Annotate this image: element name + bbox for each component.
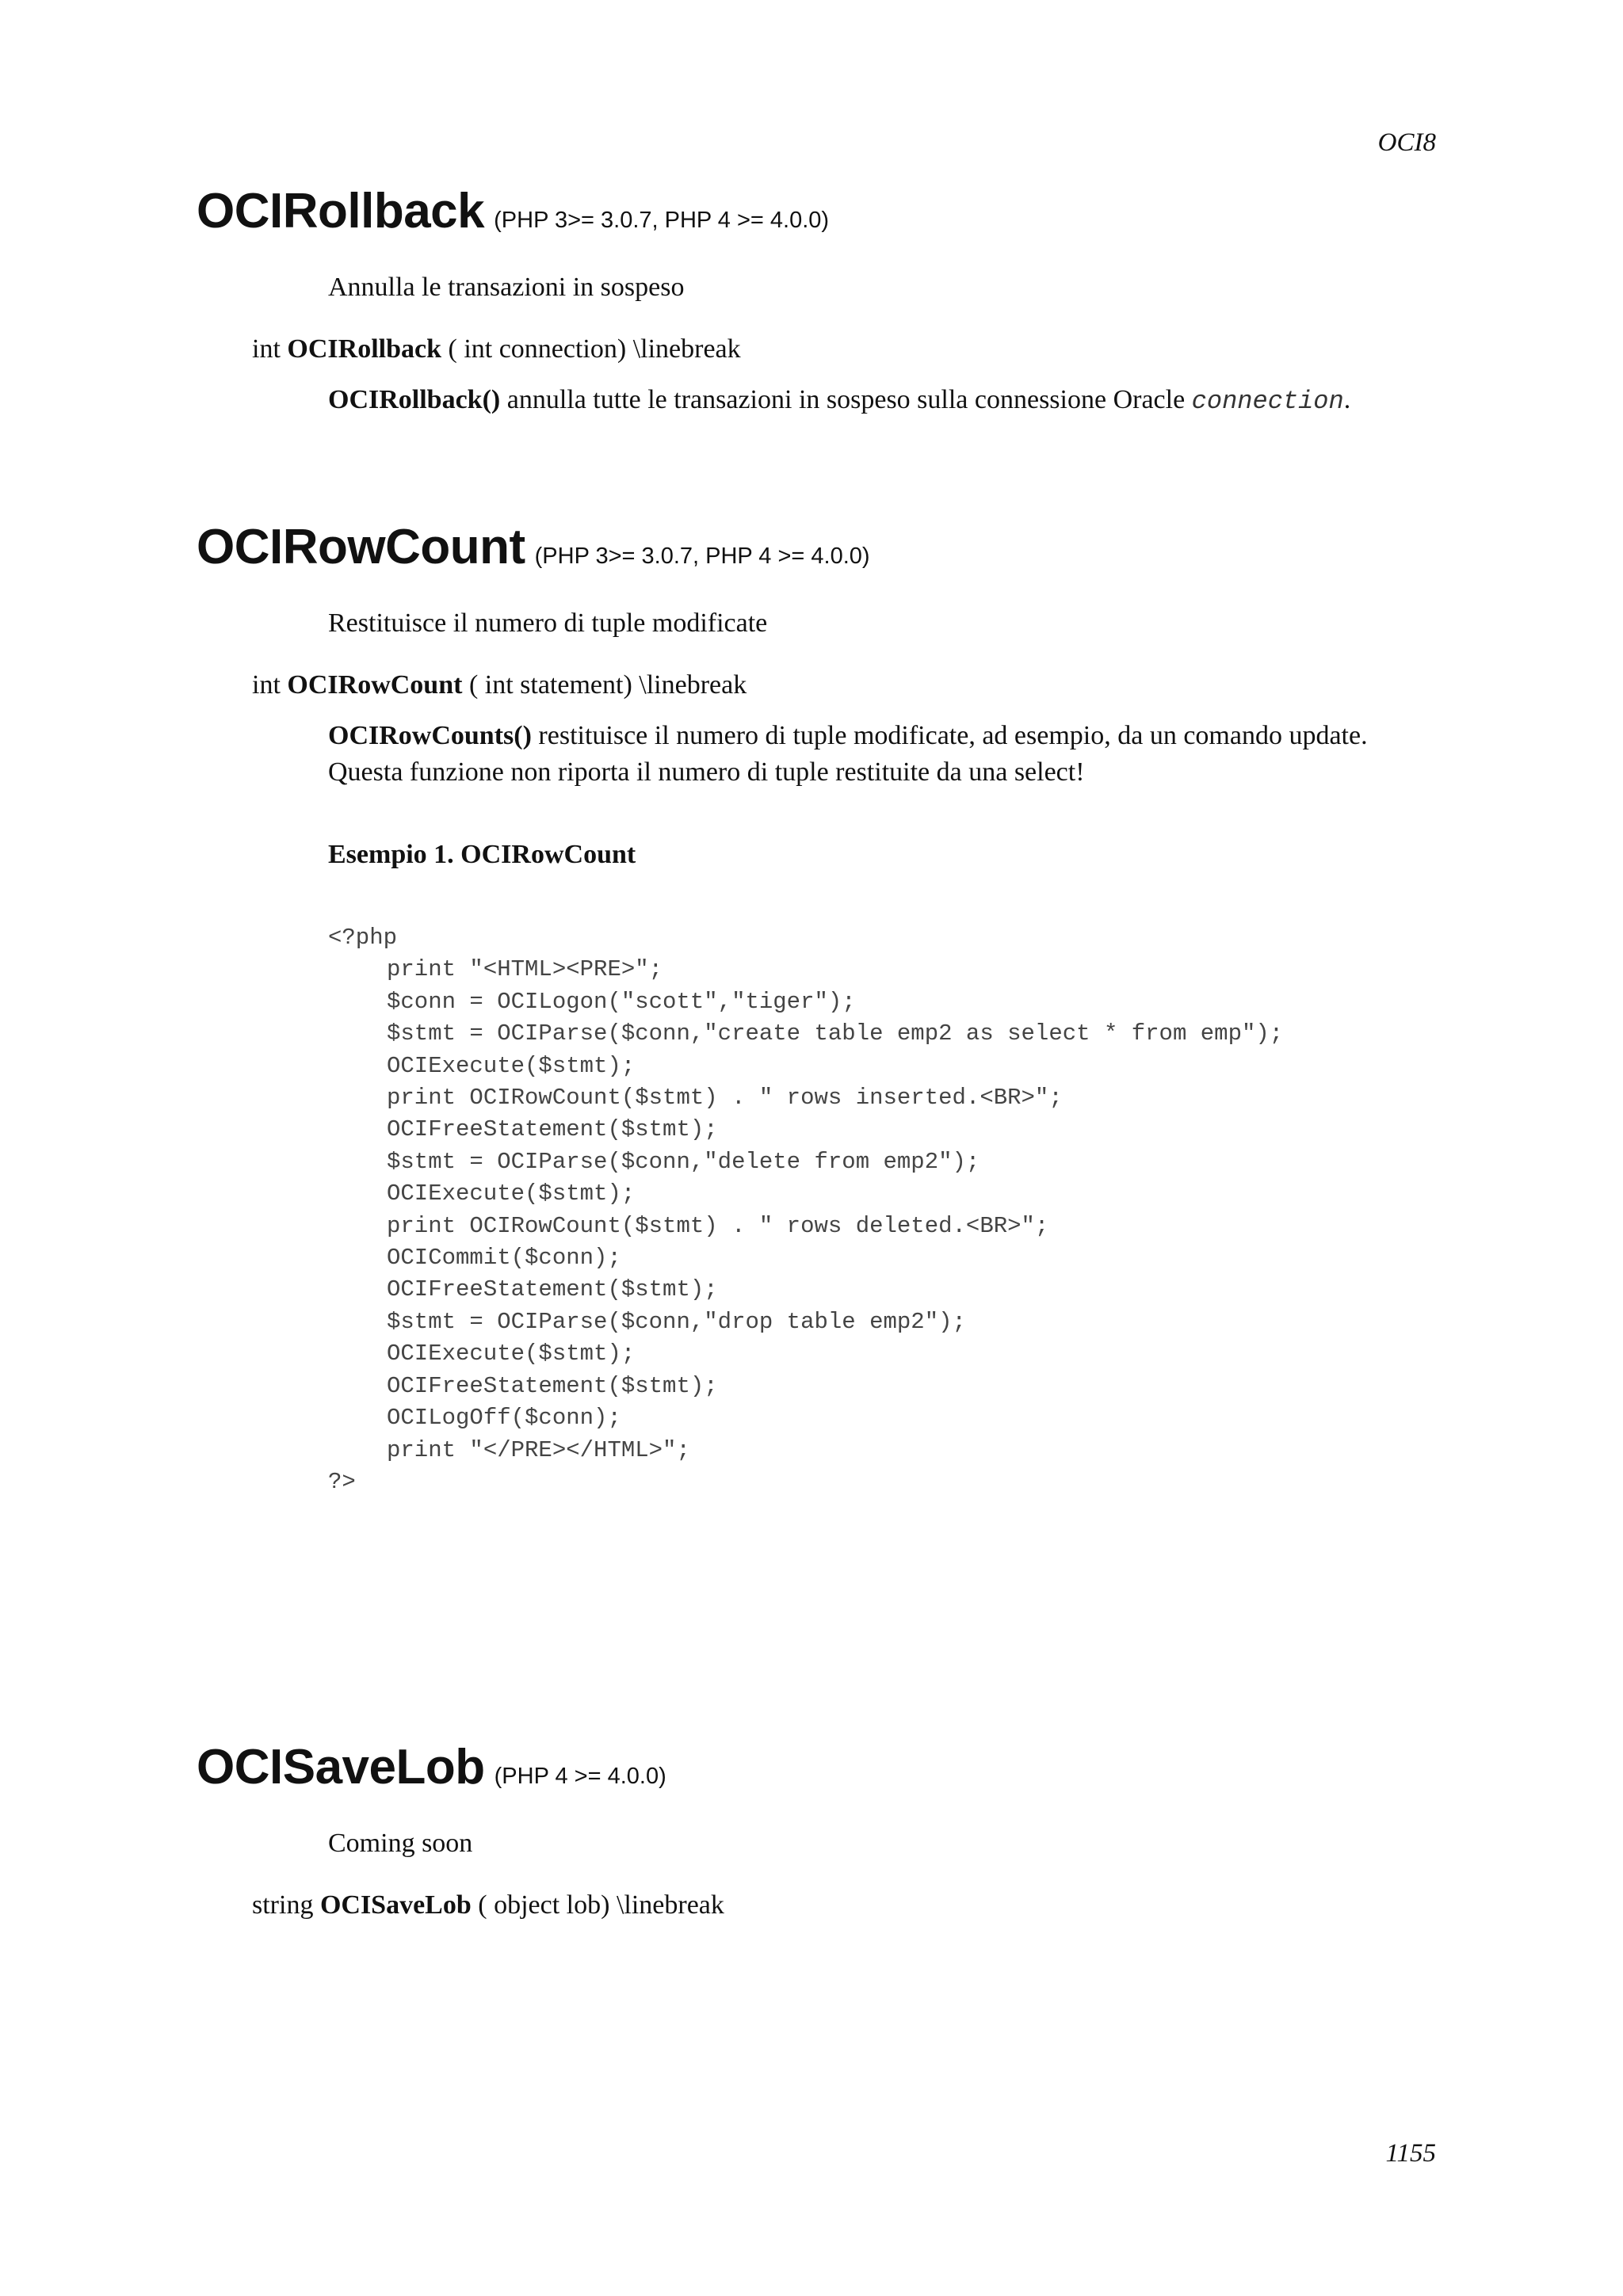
function-purpose: Restituisce il numero di tuple modificate bbox=[328, 608, 768, 638]
synopsis-function-name: OCIRollback bbox=[287, 334, 441, 364]
function-name: OCIRollback bbox=[197, 184, 485, 238]
function-purpose: Annulla le transazioni in sospeso bbox=[328, 273, 685, 302]
code-line: OCIExecute($stmt); bbox=[387, 1180, 636, 1207]
synopsis-args: ( int statement) \linebreak bbox=[468, 670, 747, 700]
code-line: print "<HTML><PRE>"; bbox=[387, 956, 663, 983]
function-name: OCIRowCount bbox=[197, 520, 525, 574]
code-line: $stmt = OCIParse($conn,"delete from emp2"); bbox=[387, 1148, 980, 1175]
code-line: $stmt = OCIParse($conn,"create table emp2 as select * from emp"); bbox=[387, 1020, 1284, 1047]
code-line: OCIExecute($stmt); bbox=[387, 1052, 636, 1079]
code-line: OCIFreeStatement($stmt); bbox=[387, 1116, 718, 1143]
entry-title bbox=[197, 520, 1433, 574]
entry-title bbox=[197, 184, 1433, 238]
entry-ocirollback bbox=[197, 184, 1433, 420]
synopsis-args: ( int connection) \linebreak bbox=[448, 334, 741, 364]
function-description bbox=[328, 718, 1438, 791]
function-purpose: Coming soon bbox=[328, 1829, 473, 1858]
version-info: (PHP 4 >= 4.0.0) bbox=[494, 1764, 666, 1789]
example-title: Esempio 1. OCIRowCount bbox=[328, 840, 636, 869]
function-synopsis bbox=[252, 1890, 1433, 1920]
code-line: $stmt = OCIParse($conn,"drop table emp2"); bbox=[387, 1308, 966, 1335]
return-type: int bbox=[252, 670, 281, 700]
code-line: OCILogOff($conn); bbox=[387, 1405, 621, 1432]
function-name: OCISaveLob bbox=[197, 1740, 485, 1794]
function-synopsis bbox=[252, 670, 1433, 700]
code-line: print "</PRE></HTML>"; bbox=[387, 1436, 690, 1463]
return-type: string bbox=[252, 1890, 314, 1920]
entry-ocirowcount bbox=[197, 520, 1433, 1498]
description-lead: OCIRollback() bbox=[328, 385, 501, 414]
version-info: (PHP 3>= 3.0.7, PHP 4 >= 4.0.0) bbox=[534, 543, 870, 569]
code-line: print OCIRowCount($stmt) . " rows deleted.<BR>"; bbox=[387, 1212, 1049, 1239]
synopsis-function-name: OCIRowCount bbox=[287, 670, 463, 700]
running-header: OCI8 bbox=[1377, 128, 1436, 157]
function-description bbox=[328, 382, 1438, 420]
code-line: OCICommit($conn); bbox=[387, 1245, 621, 1272]
code-line: OCIFreeStatement($stmt); bbox=[387, 1276, 718, 1303]
parameter-name: connection bbox=[1191, 387, 1344, 416]
description-lead: OCIRowCounts() bbox=[328, 721, 532, 750]
code-line: $conn = OCILogon("scott","tiger"); bbox=[387, 988, 856, 1015]
code-line: OCIFreeStatement($stmt); bbox=[387, 1372, 718, 1399]
synopsis-function-name: OCISaveLob bbox=[319, 1890, 472, 1920]
code-line: ?> bbox=[328, 1468, 356, 1495]
code-example bbox=[328, 922, 1433, 1498]
return-type: int bbox=[252, 334, 281, 364]
description-text: annulla tutte le transazioni in sospeso sulla connessione Oracle bbox=[500, 385, 1192, 414]
description-text: restituisce il numero di tuple modificate, ad esempio, da un comando update. Questa funzione non riporta il numero di tuple restituite da una select! bbox=[328, 721, 1368, 787]
entry-ocisavelob bbox=[197, 1740, 1433, 1920]
entry-title bbox=[197, 1740, 1433, 1794]
version-info: (PHP 3>= 3.0.7, PHP 4 >= 4.0.0) bbox=[494, 208, 830, 233]
description-tail: . bbox=[1343, 385, 1351, 414]
code-line: OCIExecute($stmt); bbox=[387, 1341, 636, 1367]
page-number: 1155 bbox=[1385, 2139, 1436, 2168]
function-synopsis bbox=[252, 334, 1433, 364]
code-line: print OCIRowCount($stmt) . " rows inserted.<BR>"; bbox=[387, 1085, 1063, 1112]
code-line: <?php bbox=[328, 925, 398, 951]
synopsis-args: ( object lob) \linebreak bbox=[478, 1890, 724, 1920]
